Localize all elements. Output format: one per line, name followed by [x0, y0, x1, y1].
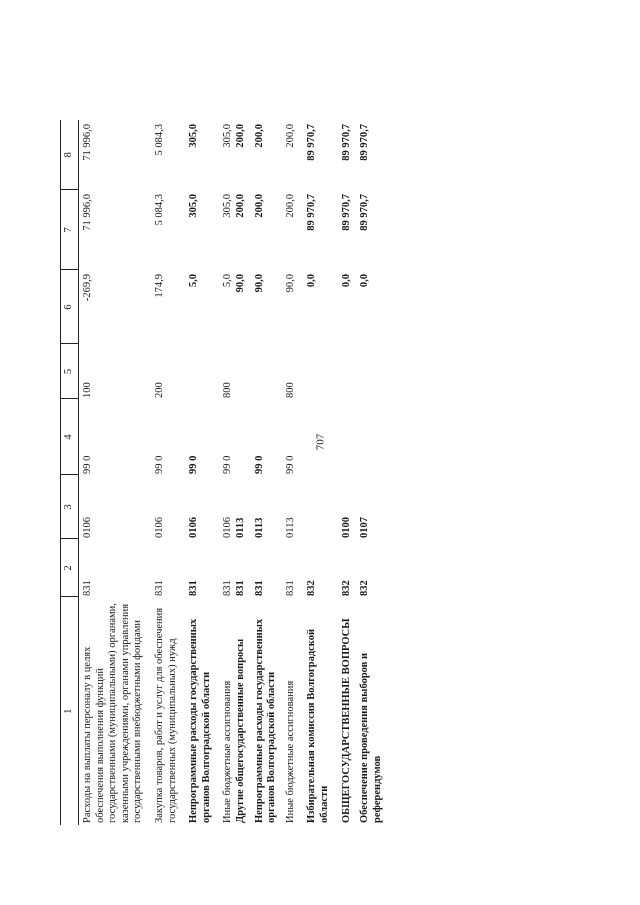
- row-section: 0113: [234, 517, 246, 538]
- row-code: 831: [253, 580, 265, 596]
- row-article: 99 0: [188, 455, 200, 474]
- row-section: 0107: [359, 517, 371, 538]
- row-total: 71 996,0: [82, 194, 93, 231]
- row-section: 0106: [188, 517, 200, 538]
- row-name: Иные бюджетные ассигнования: [284, 680, 296, 823]
- row-change: -269,9: [82, 274, 93, 302]
- row-code: 831: [188, 580, 200, 596]
- column-header: 6: [61, 270, 79, 344]
- row-type: [353, 344, 384, 399]
- row-name: Непрограммные расходы государственных органов Волгоградской области: [188, 618, 212, 823]
- row-section: 0106: [153, 517, 165, 538]
- row-total: 200,0: [284, 194, 296, 218]
- row-article: 99 0: [253, 455, 265, 474]
- row-section: 0113: [253, 517, 265, 538]
- row-change: 5,0: [222, 274, 234, 288]
- row-article: 99 0: [284, 455, 296, 474]
- row-total-alt: 71 996,0: [82, 124, 93, 161]
- row-name: Обеспечение проведения выборов и референдумов: [359, 653, 383, 823]
- row-code: 831: [82, 580, 93, 596]
- row-change: 0,0: [306, 274, 318, 288]
- row-name: Иные бюджетные ассигнования: [222, 680, 234, 823]
- row-total: 200,0: [234, 194, 246, 218]
- table-row: [279, 120, 298, 825]
- budget-table: [60, 120, 384, 825]
- table-body: [79, 120, 385, 825]
- row-total-alt: 89 970,7: [340, 124, 352, 161]
- table-row: [332, 120, 354, 825]
- row-total-alt: 89 970,7: [306, 124, 318, 161]
- rotated-table-container: [60, 120, 580, 825]
- row-code: 831: [234, 580, 246, 596]
- row-total: 89 970,7: [359, 194, 371, 231]
- row-section: 0113: [284, 517, 296, 538]
- page-number: 707: [314, 433, 327, 451]
- row-article: [353, 399, 384, 475]
- column-header: 1: [61, 597, 79, 825]
- row-type: [248, 344, 279, 399]
- row-name: Непрограммные расходы государственных органов Волгоградской области: [253, 618, 278, 823]
- row-change: 0,0: [359, 274, 371, 288]
- row-type: 800: [222, 382, 234, 398]
- row-name: Избирательная комиссия Волгоградской области: [306, 628, 330, 823]
- row-article: [235, 399, 248, 475]
- row-total: 5 084,3: [153, 194, 165, 226]
- row-type: [235, 344, 248, 399]
- column-header: 3: [61, 475, 79, 539]
- row-total: 200,0: [253, 194, 265, 218]
- table-row: [297, 120, 331, 825]
- row-name: ОБЩЕГОСУДАРСТВЕННЫЕ ВОПРОСЫ: [340, 618, 352, 823]
- table-row: [353, 120, 384, 825]
- row-total: 89 970,7: [340, 194, 352, 231]
- row-name: Расходы на выплаты персоналу в целях обеспечения выполнения функций государственными (муниципальными) органами, казенными учреждениями, органами управления государственными внебюджетными фондами: [82, 603, 144, 823]
- row-change: 90,0: [284, 274, 296, 293]
- column-header: 2: [61, 539, 79, 597]
- row-type: [179, 344, 213, 399]
- row-type: 200: [153, 382, 165, 398]
- row-type: [332, 344, 354, 399]
- row-change: 174,9: [153, 274, 165, 298]
- row-total-alt: 305,0: [222, 124, 234, 148]
- row-change: 5,0: [188, 274, 200, 288]
- row-code: 832: [359, 580, 371, 596]
- row-total-alt: 89 970,7: [359, 124, 371, 161]
- column-header: 7: [61, 190, 79, 270]
- row-total: 305,0: [222, 194, 234, 218]
- column-header: 5: [61, 344, 79, 399]
- row-code: 831: [153, 580, 165, 596]
- row-total-alt: 200,0: [284, 124, 296, 148]
- column-header: 8: [61, 120, 79, 190]
- row-section: 0106: [222, 517, 234, 538]
- row-code: 832: [306, 580, 318, 596]
- row-name: Другие общегосударственные вопросы: [234, 638, 246, 823]
- row-total-alt: 305,0: [188, 124, 200, 148]
- table-row: [179, 120, 213, 825]
- row-article: 99 0: [222, 455, 234, 474]
- row-type: 100: [82, 382, 93, 398]
- column-header: 4: [61, 399, 79, 475]
- row-total: 89 970,7: [306, 194, 318, 231]
- row-article: [297, 399, 331, 475]
- row-total: 305,0: [188, 194, 200, 218]
- row-change: 90,0: [234, 274, 246, 293]
- row-code: 831: [222, 580, 234, 596]
- table-row: [248, 120, 279, 825]
- row-type: 800: [284, 382, 296, 398]
- table-row: [235, 120, 248, 825]
- row-section: 0100: [340, 517, 352, 538]
- row-article: [332, 399, 354, 475]
- table-row: [79, 120, 145, 825]
- row-total-alt: 5 084,3: [153, 124, 165, 156]
- row-article: 99 0: [82, 455, 93, 474]
- table-row: [213, 120, 235, 825]
- row-type: [297, 344, 331, 399]
- table-row: [145, 120, 179, 825]
- row-section: [297, 475, 331, 539]
- table-header-row: [61, 120, 79, 825]
- row-code: 832: [340, 580, 352, 596]
- row-total-alt: 200,0: [253, 124, 265, 148]
- row-article: 99 0: [153, 455, 165, 474]
- row-code: 831: [284, 580, 296, 596]
- row-total-alt: 200,0: [234, 124, 246, 148]
- row-section: 0106: [82, 517, 93, 538]
- row-change: 90,0: [253, 274, 265, 293]
- row-name: Закупка товаров, работ и услуг для обеспечения государственных (муниципальных) нужд: [153, 607, 178, 823]
- row-change: 0,0: [340, 274, 352, 288]
